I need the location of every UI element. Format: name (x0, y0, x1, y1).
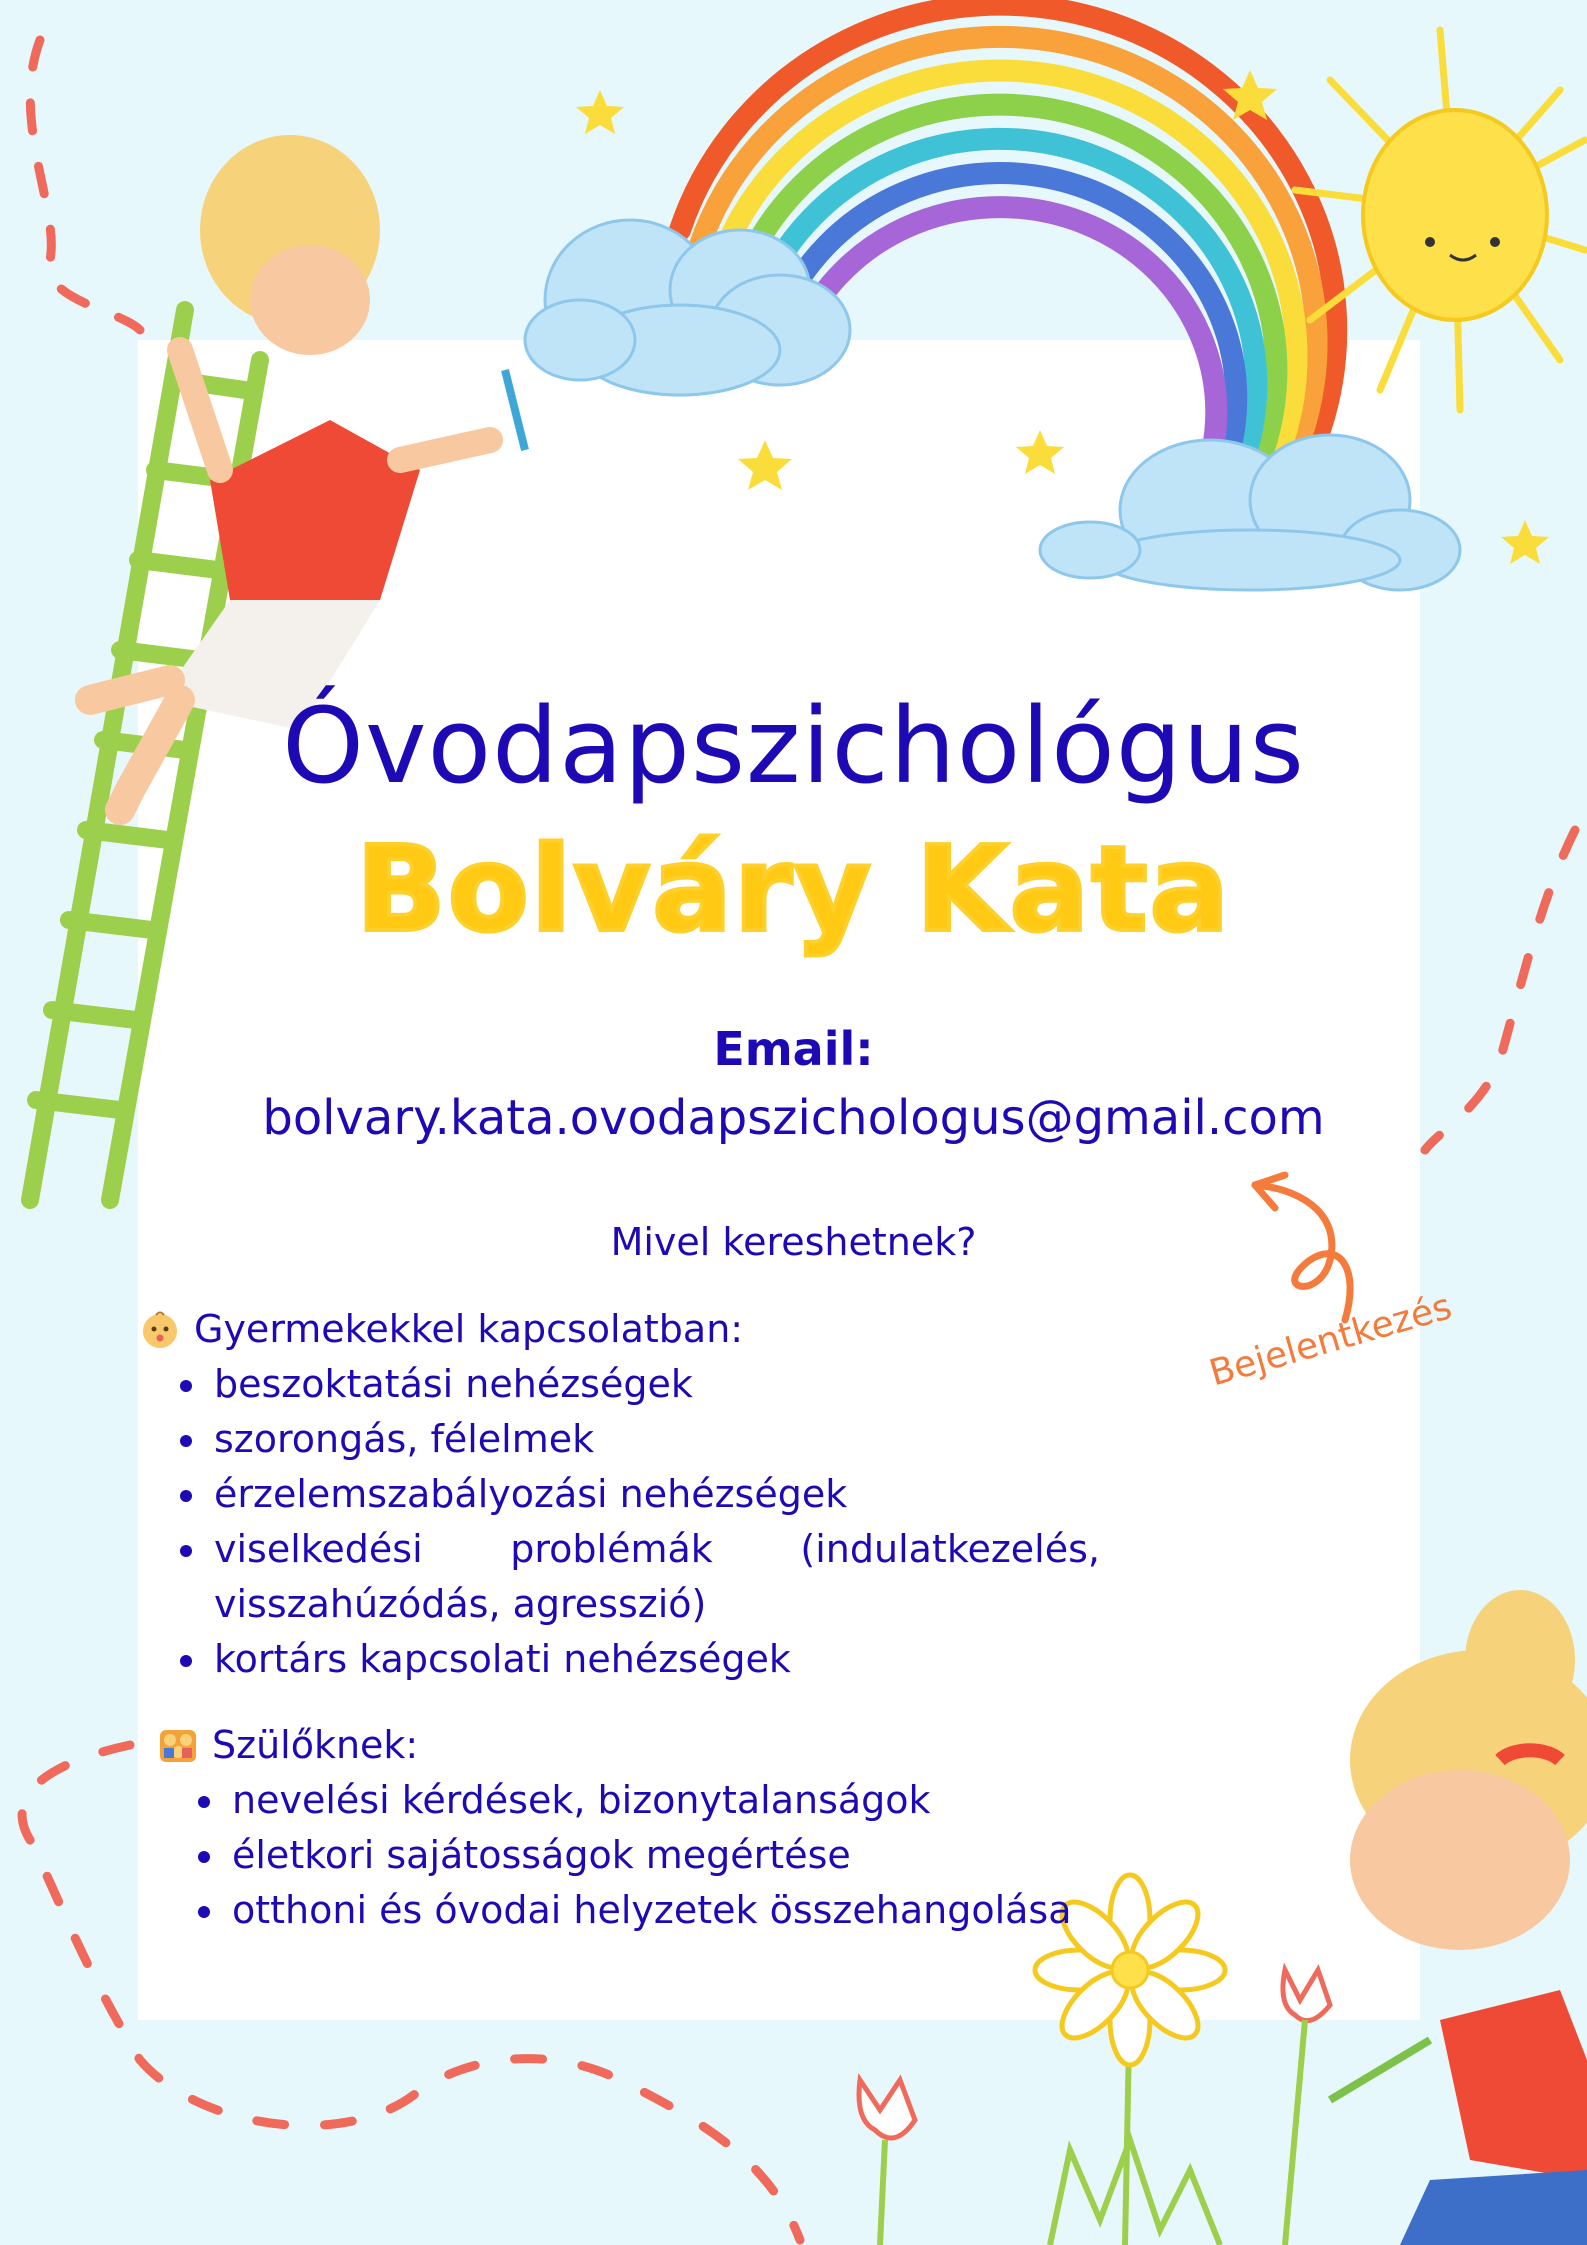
list-item: • szorongás, félelmek (210, 1412, 1100, 1467)
email-label: Email: (713, 1022, 874, 1076)
children-section (140, 1302, 1100, 1687)
list-item: • kortárs kapcsolati nehézségek (210, 1632, 1100, 1687)
person-name: Bolváry Kata (355, 820, 1232, 958)
list-item: • beszoktatási nehézségek (210, 1357, 1100, 1412)
list-item: • viselkedési problémák (indulatkezelés, visszahúzódás, agresszió) (210, 1522, 1100, 1632)
children-section-heading (140, 1302, 1100, 1357)
children-heading-text: Gyermekekkel kapcsolatban: (194, 1307, 744, 1351)
page-title: Óvodapszichológus (282, 685, 1305, 807)
services-question: Mivel kereshetnek? (610, 1220, 977, 1264)
list-item: • életkori sajátosságok megértése (228, 1828, 1118, 1883)
registration-label[interactable]: Bejelentkezés (1205, 1286, 1457, 1395)
email-address[interactable]: bolvary.kata.ovodapszichologus@gmail.com (262, 1090, 1325, 1146)
parents-section-heading (158, 1718, 1118, 1773)
parents-section (158, 1718, 1118, 1938)
list-item: • nevelési kérdések, bizonytalanságok (228, 1773, 1118, 1828)
baby-face-icon (140, 1310, 180, 1350)
list-item: • otthoni és óvodai helyzetek összehangolása (228, 1883, 1118, 1938)
list-item: • érzelemszabályozási nehézségek (210, 1467, 1100, 1522)
parents-heading-text: Szülőknek: (212, 1723, 419, 1767)
children-list (140, 1357, 1100, 1687)
family-icon (158, 1726, 198, 1766)
parents-list (158, 1773, 1118, 1938)
